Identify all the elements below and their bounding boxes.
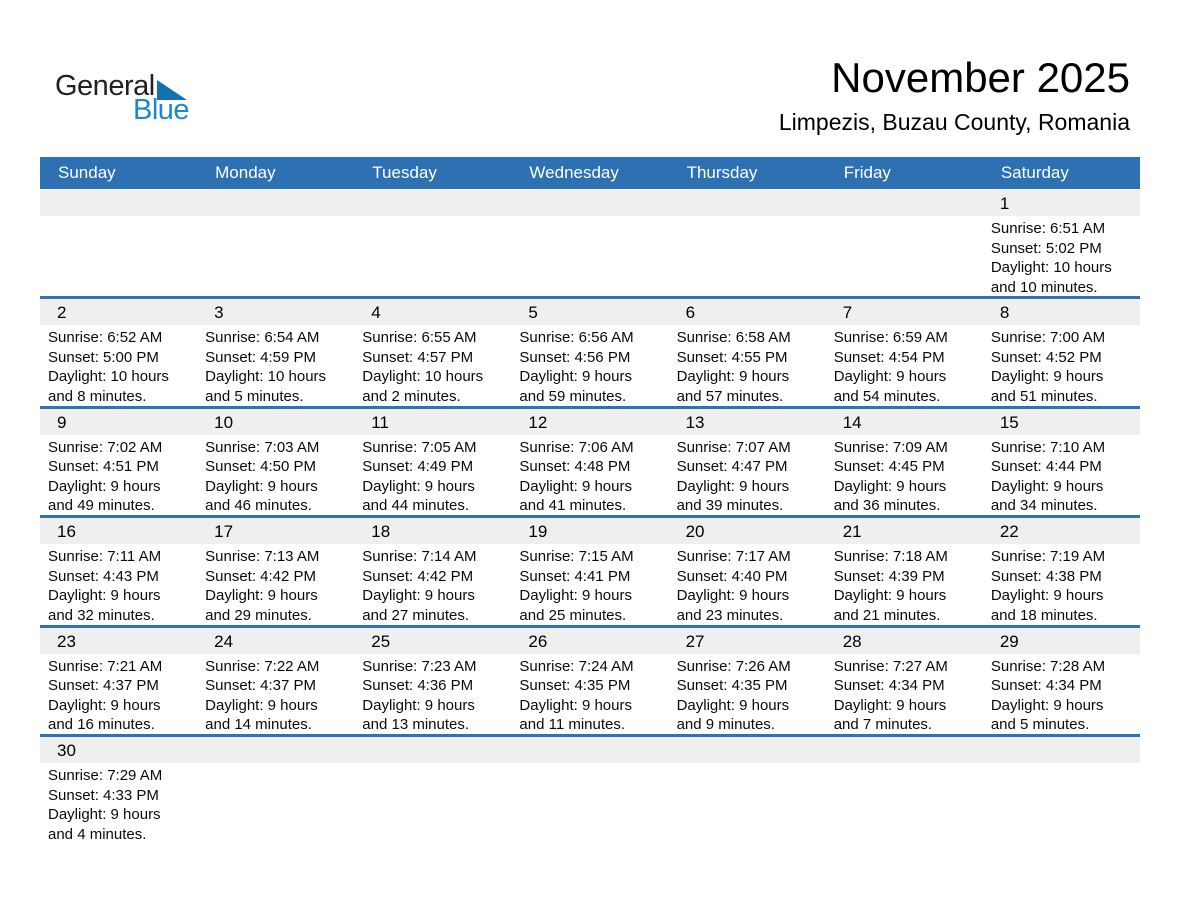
sunset-text: Sunset: 4:47 PM (676, 458, 788, 475)
sunset-text: Sunset: 4:48 PM (519, 458, 631, 475)
daylight-text: Daylight: 9 hours (48, 806, 161, 823)
day-cell-24 (197, 628, 354, 735)
day-cell-empty (826, 190, 983, 296)
daylight-text: Daylight: 9 hours (990, 587, 1104, 604)
daylight-text: and 34 minutes. (990, 497, 1098, 514)
day-cell-23 (40, 628, 197, 735)
daylight-text: and 29 minutes. (205, 606, 312, 624)
daylight-text: Daylight: 9 hours (990, 368, 1104, 385)
day-details (983, 435, 1140, 516)
sunrise-text: Sunrise: 7:02 AM (48, 438, 163, 456)
sunset-text: Sunset: 4:59 PM (205, 348, 317, 366)
daylight-text: Daylight: 9 hours (676, 696, 790, 714)
daylight-text: and 8 minutes. (48, 387, 147, 405)
day-details (354, 654, 511, 735)
weekday-header-tuesday: Tuesday (372, 163, 437, 182)
daylight-text: and 49 minutes. (48, 497, 155, 514)
sunset-text: Sunset: 4:54 PM (833, 348, 945, 366)
day-details (511, 763, 668, 766)
day-number: 19 (511, 518, 668, 544)
day-number: 25 (354, 628, 511, 654)
daylight-text: and 36 minutes. (833, 497, 941, 514)
day-cell-7 (826, 299, 983, 406)
day-number (511, 190, 668, 216)
sunset-text: Sunset: 4:39 PM (833, 567, 945, 585)
daylight-text: and 4 minutes. (48, 825, 147, 843)
day-cell-17 (197, 518, 354, 625)
daylight-text: and 46 minutes. (205, 497, 312, 514)
day-number (197, 190, 354, 216)
day-details (826, 654, 983, 735)
day-cell-2 (40, 299, 197, 406)
sunset-text: Sunset: 4:40 PM (676, 567, 788, 585)
day-number (40, 190, 197, 216)
day-details (354, 216, 511, 219)
day-details (511, 654, 668, 735)
day-cell-18 (354, 518, 511, 625)
sunrise-text: Sunrise: 7:11 AM (48, 548, 162, 565)
day-cell-28 (826, 628, 983, 735)
day-details (511, 544, 668, 625)
day-number: 8 (983, 299, 1140, 325)
daylight-text: and 32 minutes. (48, 606, 155, 624)
day-number: 12 (511, 409, 668, 435)
day-details (826, 325, 983, 406)
day-number: 3 (197, 299, 354, 325)
day-details (354, 763, 511, 766)
day-cell-20 (669, 518, 826, 625)
sunrise-text: Sunrise: 7:17 AM (676, 548, 791, 565)
sunrise-text: Sunrise: 6:56 AM (519, 329, 634, 346)
day-details (40, 544, 197, 625)
daylight-text: and 13 minutes. (362, 716, 470, 733)
day-number: 15 (983, 409, 1140, 435)
day-details (40, 325, 197, 406)
day-number (669, 190, 826, 216)
sunset-text: Sunset: 4:42 PM (205, 567, 317, 585)
sunset-text: Sunset: 4:55 PM (676, 348, 788, 366)
day-details (669, 763, 826, 766)
daylight-text: Daylight: 9 hours (205, 477, 318, 495)
day-cell-15 (983, 409, 1140, 516)
day-number: 27 (669, 628, 826, 654)
sunrise-text: Sunrise: 7:14 AM (362, 548, 477, 565)
sunrise-text: Sunrise: 7:26 AM (676, 657, 791, 675)
daylight-text: Daylight: 9 hours (676, 477, 790, 495)
sunrise-text: Sunrise: 7:15 AM (519, 548, 634, 565)
day-details (197, 216, 354, 219)
day-details (983, 544, 1140, 625)
daylight-text: and 54 minutes. (833, 387, 941, 405)
sunrise-text: Sunrise: 7:13 AM (205, 548, 320, 565)
daylight-text: Daylight: 9 hours (833, 477, 947, 495)
week-row-2 (40, 296, 1140, 406)
sunrise-text: Sunrise: 7:03 AM (205, 438, 320, 456)
sunset-text: Sunset: 4:43 PM (48, 567, 159, 585)
day-number (826, 190, 983, 216)
day-cell-empty (197, 737, 354, 844)
daylight-text: Daylight: 9 hours (833, 696, 947, 714)
day-details (983, 325, 1140, 406)
day-details (669, 654, 826, 735)
daylight-text: and 59 minutes. (519, 387, 627, 405)
day-cell-4 (354, 299, 511, 406)
sunrise-text: Sunrise: 7:29 AM (48, 767, 163, 784)
daylight-text: Daylight: 9 hours (833, 368, 947, 385)
sunset-text: Sunset: 4:38 PM (990, 567, 1102, 585)
general-blue-logo (55, 72, 189, 125)
day-cell-empty (197, 190, 354, 296)
day-details (826, 763, 983, 766)
day-number: 11 (354, 409, 511, 435)
day-number: 18 (354, 518, 511, 544)
sunset-text: Sunset: 4:57 PM (362, 348, 474, 366)
daylight-text: Daylight: 9 hours (833, 587, 947, 604)
day-number: 6 (669, 299, 826, 325)
day-details (826, 216, 983, 219)
weekday-header-friday: Friday (843, 163, 891, 182)
day-cell-1 (983, 190, 1140, 296)
daylight-text: Daylight: 9 hours (205, 696, 318, 714)
day-number: 26 (511, 628, 668, 654)
day-cell-21 (826, 518, 983, 625)
day-number (983, 737, 1140, 763)
daylight-text: Daylight: 9 hours (519, 696, 632, 714)
daylight-text: Daylight: 9 hours (205, 587, 318, 604)
weekday-header-row (40, 157, 1140, 189)
weekday-header-saturday: Saturday (1000, 163, 1069, 182)
daylight-text: and 16 minutes. (48, 716, 155, 733)
day-number: 23 (40, 628, 197, 654)
day-number: 16 (40, 518, 197, 544)
sunset-text: Sunset: 5:02 PM (990, 239, 1102, 257)
day-cell-empty (511, 737, 668, 844)
weekday-header-wednesday: Wednesday (529, 163, 619, 182)
daylight-text: and 27 minutes. (362, 606, 470, 624)
day-cell-12 (511, 409, 668, 516)
daylight-text: Daylight: 10 hours (205, 368, 327, 385)
daylight-text: Daylight: 9 hours (676, 587, 790, 604)
sunset-text: Sunset: 4:35 PM (519, 677, 631, 694)
sunrise-text: Sunrise: 7:28 AM (990, 657, 1106, 675)
sunset-text: Sunset: 4:52 PM (990, 348, 1102, 366)
day-cell-11 (354, 409, 511, 516)
sunrise-text: Sunrise: 7:00 AM (990, 329, 1106, 346)
daylight-text: Daylight: 9 hours (48, 477, 161, 495)
daylight-text: and 44 minutes. (362, 497, 470, 514)
day-cell-empty (669, 737, 826, 844)
weekday-header-thursday: Thursday (686, 163, 758, 182)
day-cell-22 (983, 518, 1140, 625)
daylight-text: and 51 minutes. (990, 387, 1098, 405)
daylight-text: and 41 minutes. (519, 497, 627, 514)
day-number (354, 737, 511, 763)
day-details (669, 544, 826, 625)
daylight-text: Daylight: 10 hours (362, 368, 484, 385)
day-number: 7 (826, 299, 983, 325)
sunset-text: Sunset: 4:37 PM (205, 677, 317, 694)
day-number (826, 737, 983, 763)
day-cell-19 (511, 518, 668, 625)
day-number: 4 (354, 299, 511, 325)
daylight-text: Daylight: 9 hours (519, 587, 632, 604)
day-number (669, 737, 826, 763)
day-number (197, 737, 354, 763)
weekday-header-sunday: Sunday (58, 163, 116, 182)
day-cell-empty (983, 737, 1140, 844)
day-number: 17 (197, 518, 354, 544)
day-details (826, 435, 983, 516)
daylight-text: Daylight: 9 hours (48, 696, 161, 714)
week-row-1 (40, 190, 1140, 296)
week-row-5 (40, 625, 1140, 735)
day-details (40, 435, 197, 516)
daylight-text: and 18 minutes. (990, 606, 1098, 624)
day-number: 2 (40, 299, 197, 325)
day-details (511, 216, 668, 219)
day-cell-empty (511, 190, 668, 296)
day-cell-25 (354, 628, 511, 735)
page-header (0, 0, 1188, 157)
daylight-text: Daylight: 10 hours (48, 368, 169, 385)
day-cell-30 (40, 737, 197, 844)
daylight-text: Daylight: 9 hours (519, 368, 632, 385)
sunrise-text: Sunrise: 7:07 AM (676, 438, 791, 456)
daylight-text: Daylight: 9 hours (990, 696, 1104, 714)
day-details (354, 435, 511, 516)
sunrise-text: Sunrise: 7:09 AM (833, 438, 948, 456)
sunrise-text: Sunrise: 7:19 AM (990, 548, 1106, 565)
day-cell-empty (354, 737, 511, 844)
day-number: 10 (197, 409, 354, 435)
day-number: 14 (826, 409, 983, 435)
daylight-text: Daylight: 9 hours (362, 696, 475, 714)
day-details (354, 544, 511, 625)
day-cell-9 (40, 409, 197, 516)
daylight-text: and 2 minutes. (362, 387, 461, 405)
day-details (511, 435, 668, 516)
day-cell-5 (511, 299, 668, 406)
sunrise-text: Sunrise: 7:06 AM (519, 438, 634, 456)
day-cell-3 (197, 299, 354, 406)
daylight-text: Daylight: 9 hours (676, 368, 790, 385)
daylight-text: Daylight: 9 hours (362, 477, 475, 495)
sunset-text: Sunset: 4:49 PM (362, 458, 474, 475)
day-details (197, 544, 354, 625)
day-cell-27 (669, 628, 826, 735)
day-details (40, 654, 197, 735)
day-details (197, 654, 354, 735)
day-details (669, 325, 826, 406)
sunrise-text: Sunrise: 7:10 AM (990, 438, 1106, 456)
day-number: 22 (983, 518, 1140, 544)
week-row-3 (40, 406, 1140, 516)
day-number (511, 737, 668, 763)
sunset-text: Sunset: 4:35 PM (676, 677, 788, 694)
sunset-text: Sunset: 4:44 PM (990, 458, 1102, 475)
sunrise-text: Sunrise: 7:21 AM (48, 657, 163, 675)
title-block (778, 54, 1130, 136)
daylight-text: and 9 minutes. (676, 716, 775, 733)
day-number: 29 (983, 628, 1140, 654)
daylight-text: and 11 minutes. (519, 716, 626, 733)
calendar (40, 157, 1140, 844)
sunrise-text: Sunrise: 6:54 AM (205, 329, 320, 346)
day-cell-6 (669, 299, 826, 406)
sunrise-text: Sunrise: 6:58 AM (676, 329, 791, 346)
sunrise-text: Sunrise: 7:18 AM (833, 548, 948, 565)
sunset-text: Sunset: 4:36 PM (362, 677, 474, 694)
day-details (40, 763, 197, 844)
day-number: 20 (669, 518, 826, 544)
day-details (983, 763, 1140, 766)
sunrise-text: Sunrise: 6:51 AM (990, 220, 1106, 237)
day-cell-14 (826, 409, 983, 516)
day-details (197, 763, 354, 766)
sunset-text: Sunset: 4:56 PM (519, 348, 631, 366)
weekday-header-monday: Monday (215, 163, 276, 182)
sunset-text: Sunset: 5:00 PM (48, 348, 159, 366)
sunrise-text: Sunrise: 6:59 AM (833, 329, 948, 346)
daylight-text: and 5 minutes. (205, 387, 304, 405)
sunrise-text: Sunrise: 6:55 AM (362, 329, 477, 346)
day-number: 5 (511, 299, 668, 325)
day-details (40, 216, 197, 219)
sunset-text: Sunset: 4:51 PM (48, 458, 159, 475)
daylight-text: and 21 minutes. (833, 606, 941, 624)
sunrise-text: Sunrise: 6:52 AM (48, 329, 163, 346)
sunset-text: Sunset: 4:37 PM (48, 677, 159, 694)
day-details (669, 435, 826, 516)
sunset-text: Sunset: 4:42 PM (362, 567, 474, 585)
location-subtitle: Limpezis, Buzau County, Romania (778, 109, 1130, 135)
daylight-text: and 57 minutes. (676, 387, 784, 405)
day-cell-empty (354, 190, 511, 296)
month-title: November 2025 (831, 54, 1130, 101)
day-details (197, 435, 354, 516)
day-cell-26 (511, 628, 668, 735)
day-number: 30 (40, 737, 197, 763)
day-number: 1 (983, 190, 1140, 216)
sunset-text: Sunset: 4:34 PM (833, 677, 945, 694)
day-details (511, 325, 668, 406)
daylight-text: Daylight: 10 hours (990, 259, 1112, 276)
logo-text-general: General (55, 70, 155, 102)
day-number: 21 (826, 518, 983, 544)
daylight-text: Daylight: 9 hours (48, 587, 161, 604)
sunset-text: Sunset: 4:41 PM (519, 567, 631, 585)
day-cell-13 (669, 409, 826, 516)
sunset-text: Sunset: 4:50 PM (205, 458, 317, 475)
calendar-grid (40, 190, 1140, 844)
sunset-text: Sunset: 4:33 PM (48, 786, 159, 804)
day-details (669, 216, 826, 219)
day-details (197, 325, 354, 406)
day-number: 24 (197, 628, 354, 654)
logo-text-blue: Blue (133, 94, 190, 126)
daylight-text: and 7 minutes. (833, 716, 933, 733)
daylight-text: Daylight: 9 hours (990, 477, 1104, 495)
day-cell-empty (40, 190, 197, 296)
sunrise-text: Sunrise: 7:23 AM (362, 657, 477, 675)
week-row-4 (40, 515, 1140, 625)
daylight-text: and 25 minutes. (519, 606, 627, 624)
daylight-text: Daylight: 9 hours (519, 477, 632, 495)
day-number: 13 (669, 409, 826, 435)
daylight-text: and 14 minutes. (205, 716, 312, 733)
daylight-text: and 10 minutes. (990, 278, 1098, 296)
day-cell-29 (983, 628, 1140, 735)
sunset-text: Sunset: 4:45 PM (833, 458, 945, 475)
day-details (983, 654, 1140, 735)
day-cell-empty (669, 190, 826, 296)
day-details (354, 325, 511, 406)
day-number: 9 (40, 409, 197, 435)
sunrise-text: Sunrise: 7:24 AM (519, 657, 634, 675)
day-number (354, 190, 511, 216)
day-cell-8 (983, 299, 1140, 406)
daylight-text: and 5 minutes. (990, 716, 1090, 733)
day-details (826, 544, 983, 625)
daylight-text: Daylight: 9 hours (362, 587, 475, 604)
daylight-text: and 23 minutes. (676, 606, 784, 624)
day-number: 28 (826, 628, 983, 654)
sunrise-text: Sunrise: 7:27 AM (833, 657, 948, 675)
day-details (983, 216, 1140, 296)
week-row-6 (40, 734, 1140, 844)
sunset-text: Sunset: 4:34 PM (990, 677, 1102, 694)
day-cell-10 (197, 409, 354, 516)
sunrise-text: Sunrise: 7:22 AM (205, 657, 320, 675)
day-cell-16 (40, 518, 197, 625)
sunrise-text: Sunrise: 7:05 AM (362, 438, 477, 456)
daylight-text: and 39 minutes. (676, 497, 784, 514)
day-cell-empty (826, 737, 983, 844)
